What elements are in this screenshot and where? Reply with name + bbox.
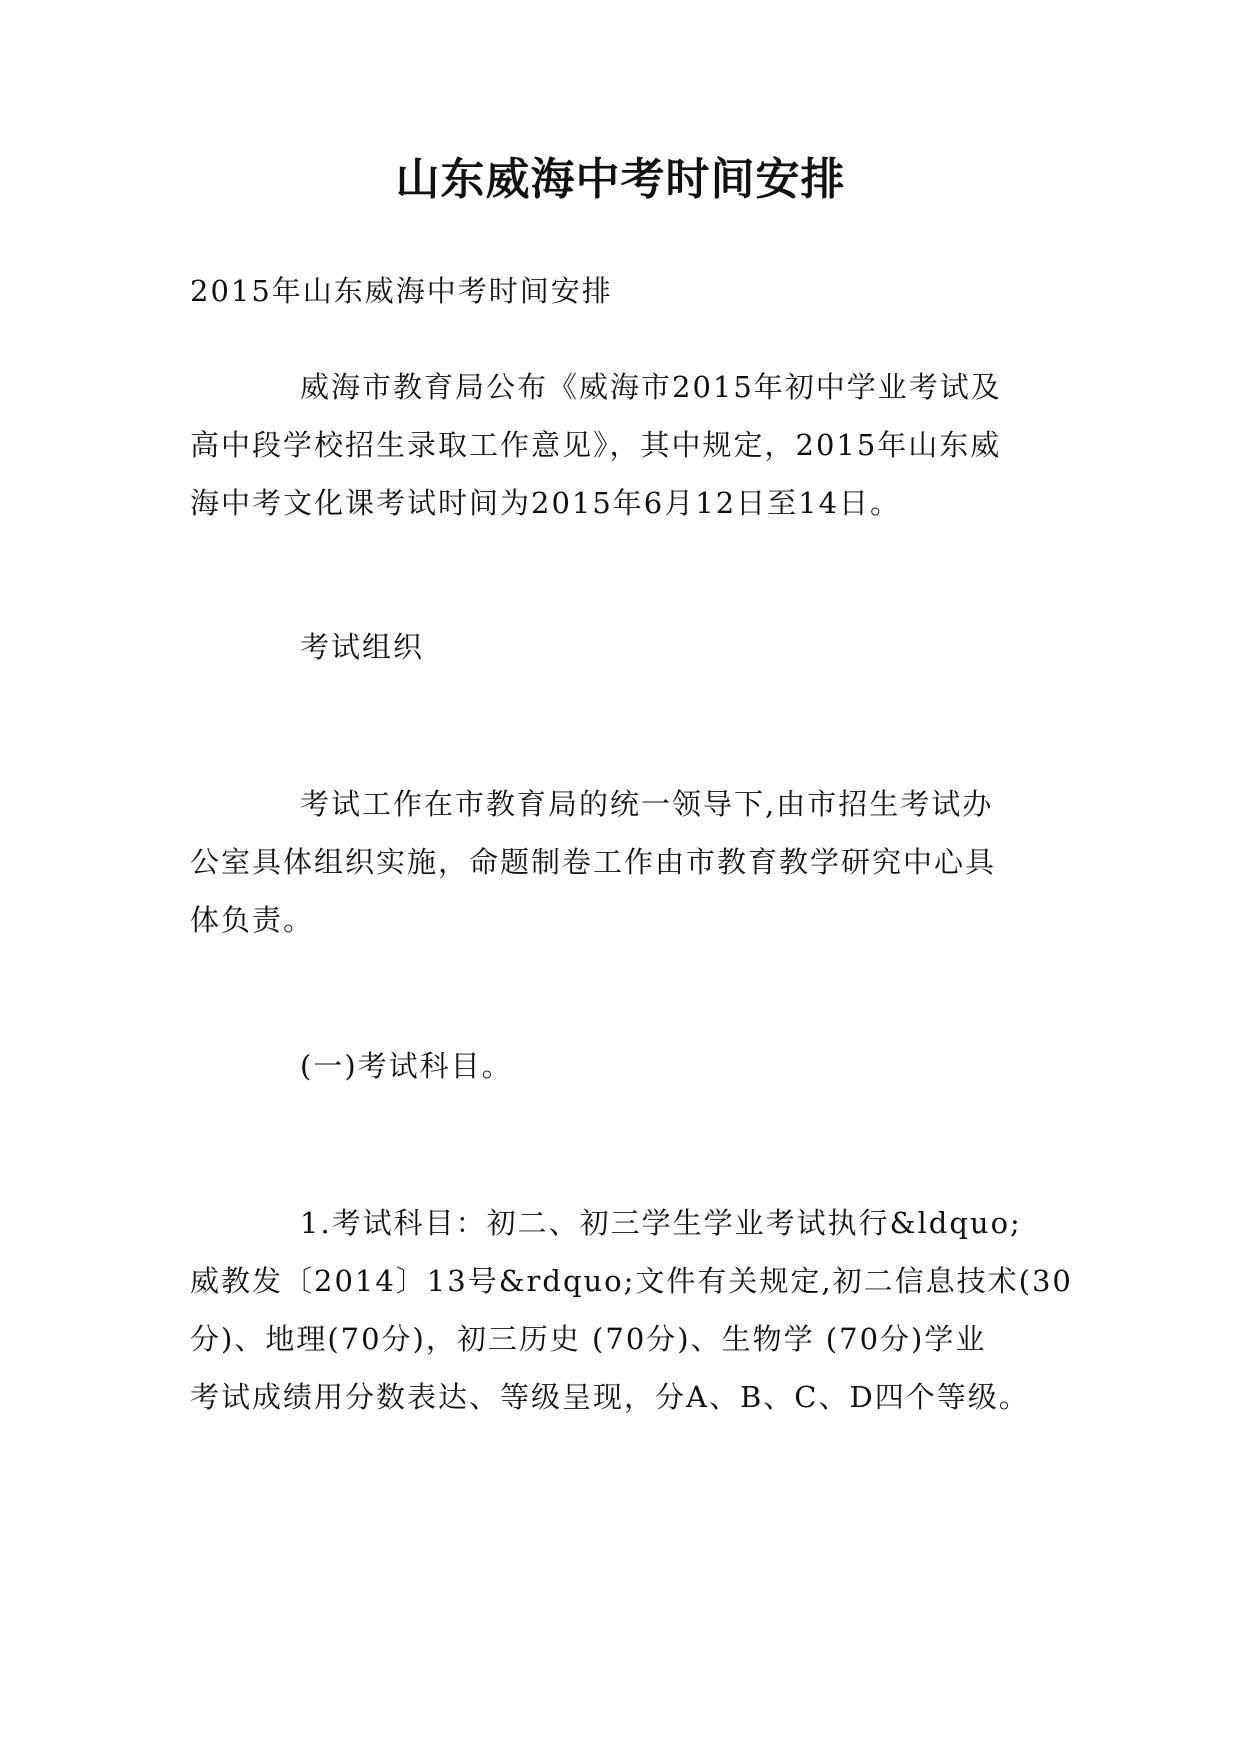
paragraph-line: 威海市教育局公布《威海市2015年初中学业考试及 [300, 370, 1002, 404]
document-subtitle: 2015年山东威海中考时间安排 [190, 274, 613, 308]
paragraph-organization [190, 775, 1070, 949]
section-heading-exam-subjects: (一)考试科目。 [300, 1049, 513, 1083]
section-heading-exam-organization: 考试组织 [300, 630, 425, 664]
paragraph-line: 1.考试科目：初二、初三学生学业考试执行&ldquo; [300, 1206, 1022, 1240]
document-title: 山东威海中考时间安排 [395, 154, 846, 205]
paragraph-line: 威教发〔2014〕13号&rdquo;文件有关规定,初二信息技术(30 [190, 1264, 1073, 1298]
paragraph-announcement [190, 358, 1070, 532]
paragraph-line: 公室具体组织实施，命题制卷工作由市教育教学研究中心具 [190, 845, 997, 879]
paragraph-line: 高中段学校招生录取工作意见》，其中规定，2015年山东威 [190, 428, 1002, 462]
paragraph-line: 体负责。 [190, 903, 315, 937]
paragraph-line: 海中考文化课考试时间为2015年6月12日至14日。 [190, 486, 902, 520]
paragraph-subjects [190, 1194, 1073, 1426]
paragraph-line: 考试工作在市教育局的统一领导下,由市招生考试办 [300, 787, 994, 821]
paragraph-line: 考试成绩用分数表达、等级呈现，分A、B、C、D四个等级。 [190, 1380, 1030, 1414]
paragraph-line: 分)、地理(70分)，初三历史 (70分)、生物学 (70分)学业 [190, 1322, 987, 1356]
